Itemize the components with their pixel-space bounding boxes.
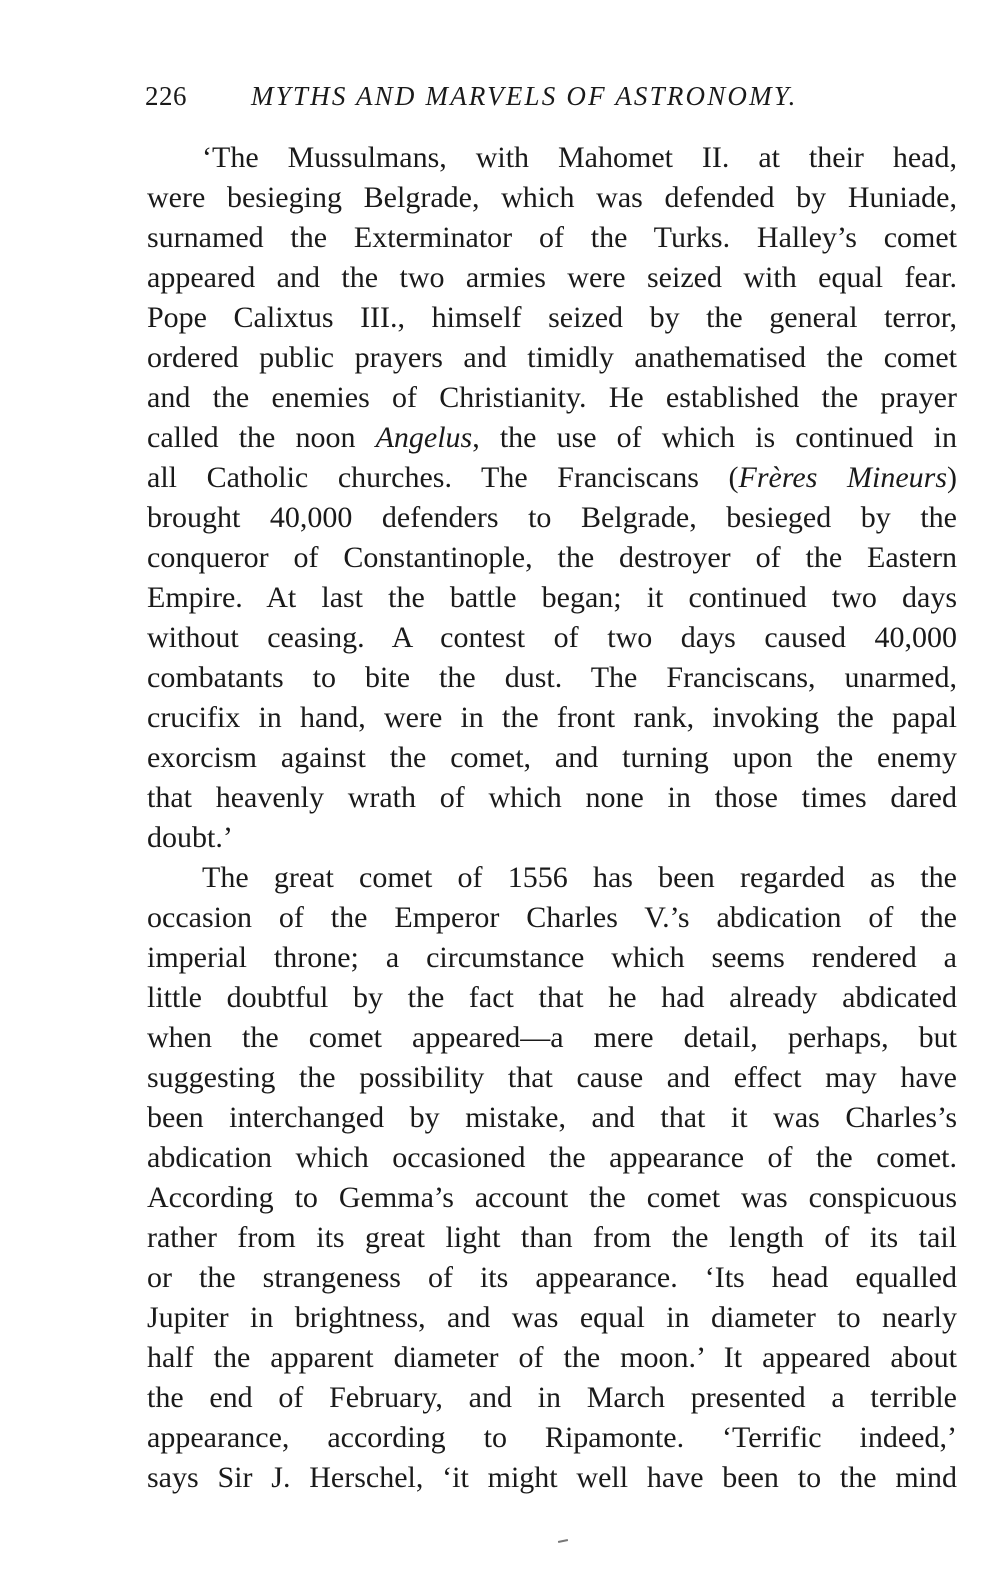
text-line: been interchanged by mistake, and that it was Charles’s — [147, 1101, 957, 1134]
text-line: ‘The Mussulmans, with Mahomet II. at their head, — [202, 141, 957, 174]
page-number: 226 — [145, 81, 187, 111]
text-line: without ceasing. A contest of two days caused 40,000 — [147, 621, 957, 654]
text-line: or the strangeness of its appearance. ‘Its head equalled — [147, 1261, 957, 1294]
text-fragment: all Catholic churches. The Franciscans ( — [147, 461, 739, 494]
text-line: conqueror of Constantinople, the destroyer of the Eastern — [147, 541, 957, 574]
text-line: imperial throne; a circumstance which seems rendered a — [147, 941, 957, 974]
paragraph-2 — [147, 858, 957, 1498]
italic-term-freres-mineurs: Frères Mineurs — [738, 461, 948, 494]
text-line: brought 40,000 defenders to Belgrade, besieged by the — [147, 501, 957, 534]
running-title: MYTHS AND MARVELS OF ASTRONOMY. — [251, 81, 798, 111]
text-line: the end of February, and in March presented a terrible — [147, 1381, 957, 1414]
text-line: half the apparent diameter of the moon.’ It appeared about — [147, 1341, 957, 1374]
text-line: rather from its great light than from the length of its tail — [147, 1221, 957, 1254]
text-line: appearance, according to Ripamonte. ‘Terrific indeed,’ — [147, 1421, 957, 1454]
text-line: doubt.’ — [147, 821, 233, 854]
text-line: suggesting the possibility that cause and effect may have — [147, 1061, 957, 1094]
text-line: appeared and the two armies were seized with equal fear. — [147, 261, 957, 294]
text-line: crucifix in hand, were in the front rank, invoking the papal — [147, 701, 957, 734]
text-line: little doubtful by the fact that he had already abdicated — [147, 981, 957, 1014]
page-header — [145, 78, 957, 114]
text-line: combatants to bite the dust. The Franciscans, unarmed, — [147, 661, 957, 694]
text-line: surnamed the Exterminator of the Turks. Halley’s comet — [147, 221, 957, 254]
body-text — [147, 138, 957, 1498]
text-line: were besieging Belgrade, which was defended by Huniade, — [147, 181, 957, 214]
paragraph-1 — [147, 138, 957, 858]
text-line: According to Gemma’s account the comet was conspicuous — [147, 1181, 957, 1214]
text-line: ordered public prayers and timidly anathematised the comet — [147, 341, 957, 374]
text-line: Jupiter in brightness, and was equal in diameter to nearly — [147, 1301, 957, 1334]
text-line: when the comet appeared—a mere detail, perhaps, but — [147, 1021, 957, 1054]
text-line: occasion of the Emperor Charles V.’s abdication of the — [147, 901, 957, 934]
print-speck — [558, 1539, 568, 1543]
text-line: says Sir J. Herschel, ‘it might well have been to the mind — [147, 1461, 957, 1494]
text-line: abdication which occasioned the appearance of the comet. — [147, 1141, 957, 1174]
text-line: Pope Calixtus III., himself seized by the general terror, — [147, 301, 957, 334]
text-line: and the enemies of Christianity. He established the prayer — [147, 381, 957, 414]
text-fragment: called the noon — [147, 421, 376, 454]
text-fragment: , the use of which is continued in — [472, 421, 957, 454]
text-line: that heavenly wrath of which none in those times dared — [147, 781, 957, 814]
text-line — [147, 458, 957, 498]
text-line: Empire. At last the battle began; it continued two days — [147, 581, 957, 614]
text-line: exorcism against the comet, and turning upon the enemy — [147, 741, 957, 774]
text-fragment: ) — [947, 461, 958, 494]
italic-term-angelus: Angelus — [375, 421, 473, 454]
text-line — [147, 418, 957, 458]
text-line: The great comet of 1556 has been regarded as the — [202, 861, 957, 894]
